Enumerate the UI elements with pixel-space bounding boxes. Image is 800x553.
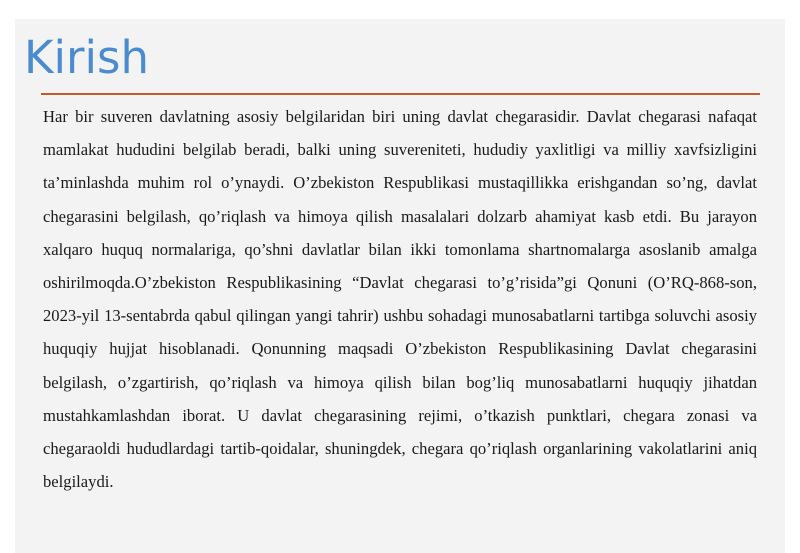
intro-paragraph: Har bir suveren davlatning asosiy belgilaridan biri uning davlat chegarasidir. Davlat chegarasi nafaqat mamlakat hududini belgilab beradi, balki uning suvereniteti, hududiy yaxlitligi va milliy xavfsizligini ta’minlashda muhim rol o’ynaydi. O’zbekiston Respublikasi mustaqillikka erishgandan so’ng, davlat chegarasini belgilash, qo’riqlash va himoya qilish masalalari dolzarb ahamiyat kasb etdi. Bu jarayon xalqaro huquq normalariga, qo’shni davlatlar bilan ikki tomonlama shartnomalarga asoslanib amalga oshirilmoqda.O’zbekiston Respublikasining “Davlat chegarasi to’g’risida”gi Qonuni (O’RQ-868-son, 2023-yil 13-sentabrda qabul qilingan yangi tahrir) ushbu sohadagi munosabatlarni tartibga soluvchi asosiy huquqiy hujjat hisoblanadi. Qonunning maqsadi O’zbekiston Respublikasining Davlat chegarasini belgilash, o’zgartirish, qo’riqlash va himoya qilish bilan bog’liq munosabatlarni huquqiy jihatdan mustahkamlashdan iborat. U davlat chegarasining rejimi, o’tkazish punktlari, chegara zonasi va chegaraoldi hududlardagi tartib-qoidalar, shuningdek, chegara qo’riqlash organlarining vakolatlarini aniq belgilaydi. — [43, 107, 757, 492]
section-heading: Kirish — [24, 31, 149, 84]
document-page — [15, 19, 785, 553]
heading-underline — [41, 93, 760, 95]
